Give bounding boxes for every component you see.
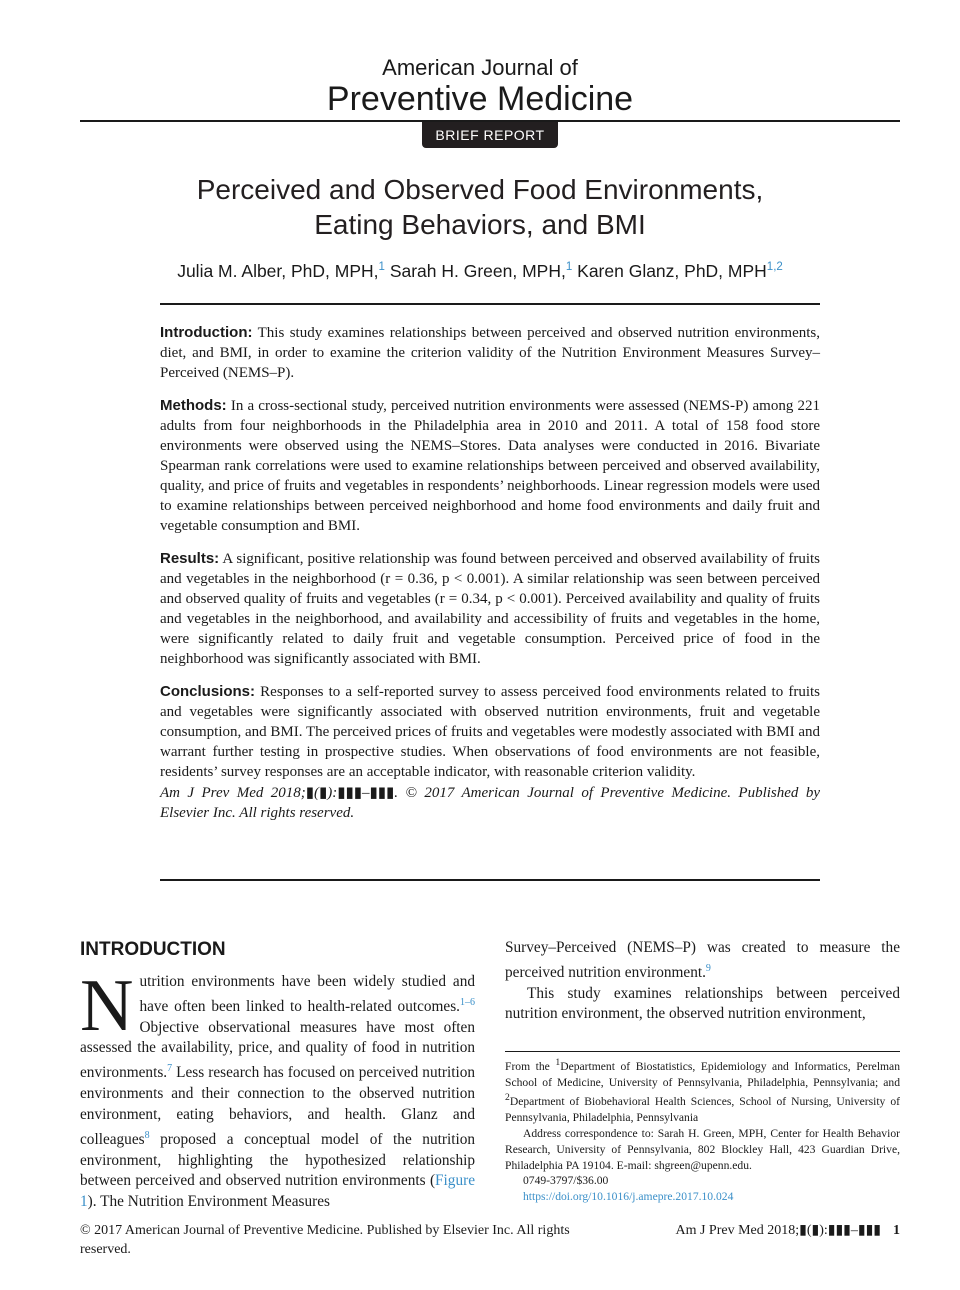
journal-name-line1: American Journal of <box>382 55 578 80</box>
article-title <box>80 172 880 242</box>
affiliation-rule <box>505 1051 900 1052</box>
abstract-methods <box>160 396 820 536</box>
affiliation-prefix: From the <box>505 1059 556 1073</box>
author-list <box>80 255 880 283</box>
introduction-heading: INTRODUCTION <box>80 939 226 960</box>
right-column <box>505 938 900 1025</box>
abstract-top-rule <box>160 303 820 305</box>
drop-cap: N <box>80 965 134 1047</box>
footer-citation-text: Am J Prev Med 2018;▮(▮):▮▮▮–▮▮▮ <box>675 1223 881 1238</box>
left-column <box>80 938 475 1213</box>
intro-text-segment: Objective observational measures have most often assessed the availability, price, and quality of food in nutrition environments. <box>80 1018 475 1082</box>
correspondence: Address correspondence to: Sarah H. Green, MPH, Center for Health Behavior Research, University of Pennsylvania, 802 Blockley Hall, 423 Guardian Drive, Philadelphia PA 19104. E-mail: shgreen@upenn.edu. <box>505 1126 900 1172</box>
section-badge: BRIEF REPORT <box>422 122 558 148</box>
abstract-methods-text: In a cross-sectional study, perceived nutrition environments were assessed (NEMS-P) among 221 adults from four neighborhoods in the Philadelphia area in 2010 and 2011. A total of 158 food store environments were observed using the NEMS–Stores. Data analyses were conducted in 2016. Bivariate Spearman rank correlations were used to examine relationships between perceived and observed availability, quality, and price of fruits and vegetables in respondents’ neighborhoods. Linear regression models were used to examine relationships between perceived neighborhood and home food environments and daily fruit and vegetable consumption and BMI. <box>160 398 820 534</box>
abstract-conclusions-label: Conclusions: <box>160 683 256 700</box>
author-name[interactable]: Karen Glanz, PhD, MPH <box>577 260 767 281</box>
author-name[interactable]: Julia M. Alber, PhD, MPH, <box>177 260 379 281</box>
abstract-results <box>160 549 820 669</box>
article-title-line2: Eating Behaviors, and BMI <box>314 209 646 240</box>
intro-text-segment: ). The Nutrition Environment Measures <box>87 1193 330 1211</box>
reference-link[interactable]: 8 <box>144 1129 150 1141</box>
abstract-results-text: A significant, positive relationship was found between perceived and observed availability of fruits and vegetables in the neighborhood (r = 0.36, p < 0.001). A similar relationship was seen between perceived and observed quality of fruits and vegetables (r = 0.34, p < 0.001). Perceived availability and quality of fruits and vegetables in the neighborhood, and availability and accessibility of fruits and vegetables in the home, were significantly related to daily fruit and vegetable consumption. Perceived price of food in the neighborhood was significantly associated with BMI. <box>160 551 820 667</box>
abstract <box>160 323 820 836</box>
abstract-citation: Am J Prev Med 2018;▮(▮):▮▮▮–▮▮▮. © 2017 American Journal of Preventive Medicine. Published by Elsevier Inc. All rights reserved. <box>160 785 820 821</box>
author-affiliation-ref[interactable]: 1,2 <box>766 261 783 273</box>
author-name[interactable]: Sarah H. Green, MPH, <box>389 260 566 281</box>
reference-link[interactable]: 7 <box>167 1063 173 1075</box>
abstract-conclusions-text: Responses to a self-reported survey to assess perceived food environments related to fruits and vegetables were significantly associated with observed nutrition environments, fruit and vegetable consumption, and BMI. The perceived prices of fruits and vegetables were modestly associated with BMI and warrant further testing in prospective studies. When observations of food environments are not feasible, residents’ survey responses are an acceptable indicator, with reasonable criterion validity. <box>160 684 820 780</box>
article-title-line1: Perceived and Observed Food Environments, <box>196 174 764 205</box>
author-affiliation-ref[interactable]: 1 <box>378 261 385 273</box>
issn: 0749-3797/$36.00 <box>523 1174 609 1188</box>
reference-link[interactable]: 1–6 <box>460 996 475 1008</box>
abstract-methods-label: Methods: <box>160 397 227 414</box>
figure-link[interactable]: Figure 1 <box>80 1172 475 1211</box>
affiliations <box>505 1055 900 1205</box>
abstract-introduction <box>160 323 820 383</box>
abstract-results-label: Results: <box>160 550 220 567</box>
abstract-introduction-label: Introduction: <box>160 324 253 341</box>
abstract-bottom-rule <box>160 879 820 881</box>
right-paragraph-1 <box>505 938 900 984</box>
journal-name-line2: Preventive Medicine <box>326 80 634 118</box>
affiliation-text: Department of Biobehavioral Health Sciences, School of Nursing, University of Pennsylvania, Philadelphia, Pennsylvania <box>505 1095 900 1125</box>
affiliation-list <box>505 1055 900 1126</box>
journal-masthead <box>0 55 960 117</box>
reference-link[interactable]: 9 <box>705 962 711 974</box>
introduction-paragraph <box>80 965 475 1213</box>
abstract-conclusions <box>160 682 820 782</box>
intro-text-segment: proposed a conceptual model of the nutrition environment, highlighting the hypothesized relationship between perceived and observed nutrition environments ( <box>80 1130 475 1190</box>
abstract-introduction-text: This study examines relationships between perceived and observed nutrition environments, diet, and BMI, in order to examine the criterion validity of the Nutrition Environment Measures Survey–Perceived (NEMS–P). <box>160 325 820 381</box>
affiliation-text: Department of Biostatistics, Epidemiology and Informatics, Perelman School of Medicine, University of Pennsylvania, Philadelphia, Pennsylvania; and <box>505 1059 901 1089</box>
right-text-segment: Survey–Perceived (NEMS–P) was created to measure the perceived nutrition environment. <box>505 939 900 981</box>
intro-text-segment: utrition environments have been widely studied and have often been linked to health-related outcomes. <box>139 973 475 1015</box>
affiliation-number: 1 <box>555 1057 561 1068</box>
author-affiliation-ref[interactable]: 1 <box>565 261 573 273</box>
footer-copyright: © 2017 American Journal of Preventive Medicine. Published by Elsevier Inc. All rights reserved. <box>80 1223 570 1257</box>
affiliation-number: 2 <box>505 1092 510 1104</box>
right-paragraph-2: This study examines relationships between perceived nutrition environment, the observed nutrition environment, <box>505 984 900 1023</box>
doi-link[interactable]: https://doi.org/10.1016/j.amepre.2017.10.024 <box>523 1190 734 1204</box>
footer-citation <box>660 1221 900 1240</box>
intro-text-segment: Less research has focused on perceived nutrition environments and their connection to the observed nutrition environment, eating behaviors, and health. Glanz and colleagues <box>80 1064 475 1148</box>
page-number: 1 <box>893 1223 900 1238</box>
